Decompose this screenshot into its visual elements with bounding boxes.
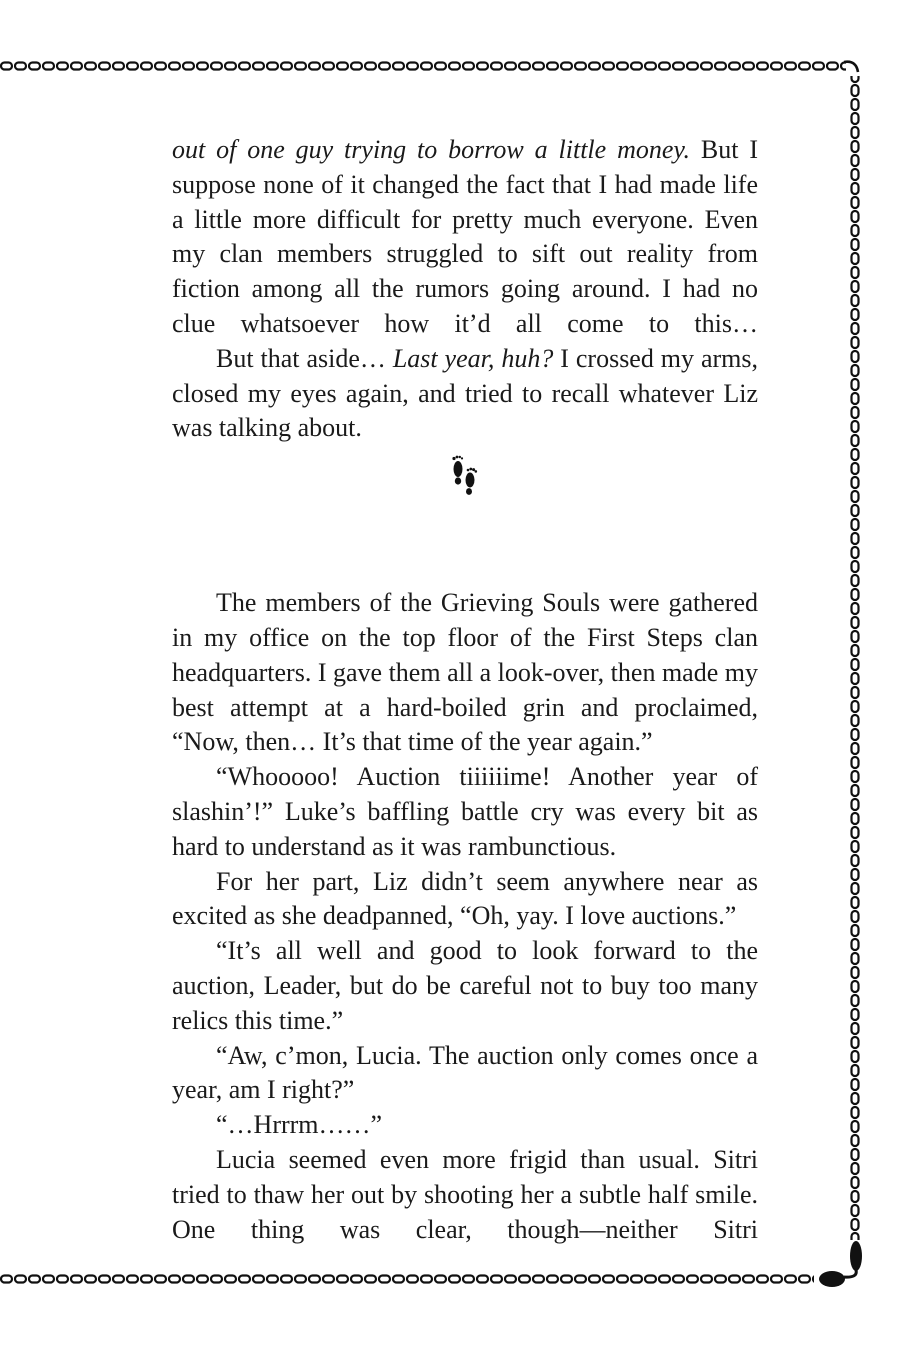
- paragraph-text: But I suppose none of it changed the fact that I had made life a little more difficult for pretty much everyone. Even my clan members struggled to sift out reality from fiction among all the rumors going around. I had no clue whatsoever how it’d all come to this…: [172, 135, 758, 338]
- top-right-corner: [844, 62, 858, 72]
- scene-text: [172, 586, 758, 1247]
- paragraph: [172, 133, 758, 342]
- italic-phrase: Last year, huh?: [392, 343, 554, 373]
- bottom-chain: [0, 1274, 814, 1284]
- paragraph: [172, 342, 758, 446]
- paragraph: For her part, Liz didn’t seem anywhere near as excited as she deadpanned, “Oh, yay. I love auctions.”: [172, 866, 758, 931]
- paragraph-lead: But that aside…: [216, 343, 393, 373]
- paragraph: “Whooooo! Auction tiiiiiime! Another year of slashin’!” Luke’s baffling battle cry was every bit as hard to understand as it was rambunctious.: [172, 762, 758, 861]
- footprints-icon: [448, 452, 482, 496]
- paragraph: Lucia seemed even more frigid than usual. Sitri tried to thaw her out by shooting her a subtle half smile. One thing was clear, though—neither Sitri: [172, 1144, 758, 1244]
- chain-ornament: [850, 1241, 862, 1271]
- paragraph: “…Hrrrm……”: [216, 1110, 383, 1140]
- paragraph: The members of the Grieving Souls were gathered in my office on the top floor of the First Steps clan headquarters. I gave them all a look-over, then made my best attempt at a hard-boiled grin and proclaimed, “Now, then… It’s that time of the year again.”: [172, 588, 758, 757]
- paragraph: “Aw, c’mon, Lucia. The auction only comes once a year, am I right?”: [172, 1040, 758, 1105]
- paragraph: “It’s all well and good to look forward to the auction, Leader, but do be careful not to buy too many relics this time.”: [172, 936, 758, 1035]
- paragraph-text: I crossed my arms, closed my eyes again, and tried to recall whatever Liz was talking about.: [172, 343, 758, 443]
- italic-lead: out of one guy trying to borrow a little money.: [172, 135, 690, 164]
- scene-break: [172, 446, 758, 586]
- page-text: [172, 133, 758, 1247]
- top-chain: [0, 61, 846, 71]
- right-chain: [850, 76, 860, 1240]
